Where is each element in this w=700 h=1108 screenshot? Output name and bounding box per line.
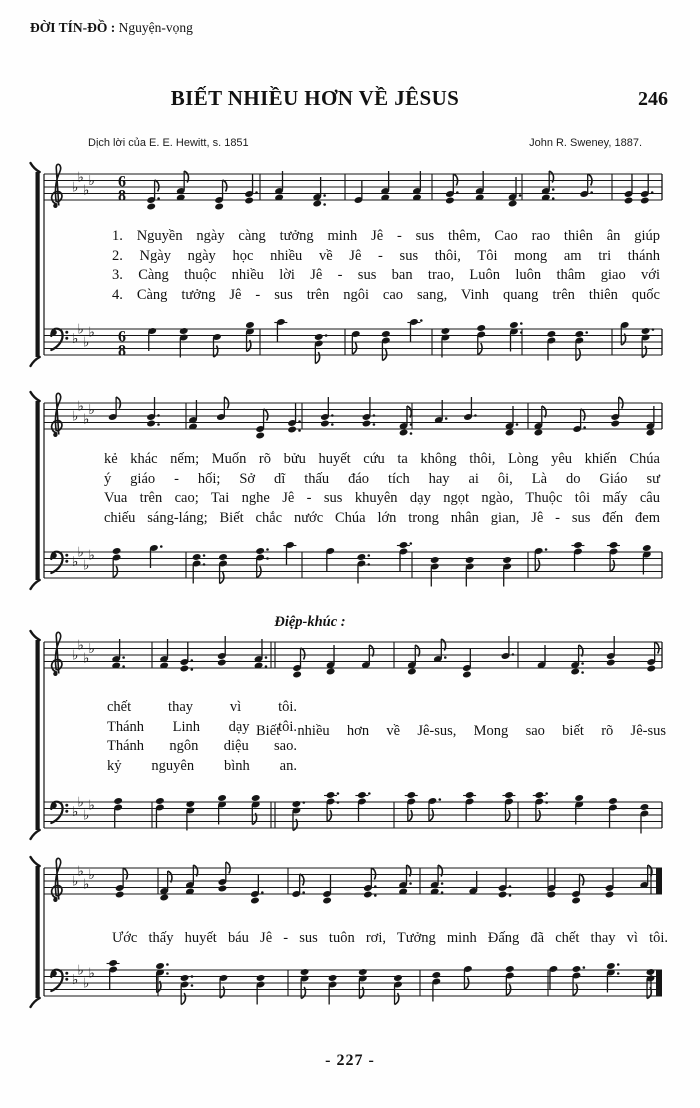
verse-block-2: [104, 450, 660, 528]
section-category: ĐỜI TÍN-ĐỒ :: [30, 20, 116, 35]
system-bracket: [31, 631, 45, 839]
staff-lines: [44, 970, 662, 996]
svg-text:♭: ♭: [72, 331, 79, 348]
svg-text:♭: ♭: [83, 182, 90, 199]
treble-clef-icon: [52, 632, 62, 676]
svg-text:♭: ♭: [77, 794, 84, 811]
verse-line: chiếu sáng-láng; Biết chắc nước Chúa lớn trong nhân gian, Jê - sus đến đem: [104, 509, 660, 526]
svg-text:♭: ♭: [77, 398, 84, 415]
svg-text:♭: ♭: [88, 547, 95, 564]
svg-text:♭: ♭: [72, 554, 79, 571]
hymn-number: 246: [638, 88, 668, 110]
staff-lines: [44, 552, 662, 578]
bass-clef-icon: [51, 970, 68, 991]
svg-text:♭: ♭: [83, 807, 90, 824]
svg-text:♭: ♭: [77, 863, 84, 880]
svg-text:♭: ♭: [83, 557, 90, 574]
verse-line: ý giáo - hối; Sở dĩ thấu đáo tích hay ai ôi, Là do Giáo sư: [104, 470, 660, 487]
svg-text:♭: ♭: [77, 321, 84, 338]
bass-clef-icon: [51, 329, 68, 350]
verse-line: 2. Ngày ngày học nhiều về Jê - sus thôi, Tôi mong am tri thánh: [112, 247, 660, 264]
key-signature-flats: [72, 322, 95, 351]
svg-text:♭: ♭: [72, 408, 79, 425]
verse-line: 1. Nguyền ngày càng tưởng minh Jê - sus thêm, Cao rao thiên ân giúp: [112, 228, 660, 244]
svg-text:♭: ♭: [88, 324, 95, 341]
staff-lines: [44, 642, 662, 668]
treble-clef-icon: [52, 164, 62, 208]
svg-text:♭: ♭: [88, 797, 95, 814]
system-bracket: [31, 857, 45, 1007]
svg-text:♭: ♭: [72, 647, 79, 664]
svg-text:♭: ♭: [72, 873, 79, 890]
system-bracket: [31, 392, 45, 589]
key-signature-flats: [72, 545, 95, 574]
key-signature-flats: [72, 963, 95, 992]
credit-lyricist: Dịch lời của E. E. Hewitt, s. 1851: [88, 137, 249, 149]
svg-text:♭: ♭: [88, 402, 95, 419]
staff-lines: [44, 802, 662, 828]
svg-text:♭: ♭: [83, 334, 90, 351]
section-subcategory: Nguyện-vọng: [118, 20, 193, 35]
chorus-label: Điệp-khúc :: [274, 614, 346, 630]
time-signature: [118, 329, 126, 360]
verse-line: Vua trên cao; Tai nghe Jê - sus khuyên dạy ngọt ngào, Thuộc tôi mấy câu: [104, 490, 660, 506]
svg-text:♭: ♭: [77, 962, 84, 979]
svg-text:♭: ♭: [83, 876, 90, 893]
svg-text:♭: ♭: [88, 867, 95, 884]
treble-clef-icon: [52, 858, 62, 902]
bass-clef-icon: [51, 552, 68, 573]
staff-lines: [44, 174, 662, 200]
system-bracket: [31, 163, 45, 366]
ending-line: chết thay vì tôi.: [107, 699, 297, 715]
hymn-title: BIẾT NHIỀU HƠN VỀ JÊSUS: [170, 86, 460, 110]
svg-text:♭: ♭: [77, 544, 84, 561]
svg-text:♭: ♭: [77, 637, 84, 654]
svg-text:♭: ♭: [72, 972, 79, 989]
svg-text:♭: ♭: [72, 179, 79, 196]
svg-text:♭: ♭: [77, 169, 84, 186]
svg-text:♭: ♭: [72, 804, 79, 821]
bass-clef-icon: [51, 802, 68, 823]
credit-composer: John R. Sweney, 1887.: [529, 137, 642, 149]
svg-text:8: 8: [118, 187, 126, 205]
svg-text:♭: ♭: [83, 975, 90, 992]
verse-line: kẻ khác nếm; Muốn rõ bửu huyết cứu ta không thôi, Lòng yêu khiến Chúa: [104, 451, 660, 467]
staff-lines: [44, 403, 662, 429]
verse-line: 4. Càng tưởng Jê - sus trên ngôi cao sang, Vinh quang trên thiên quốc: [112, 286, 660, 303]
page-header: [30, 20, 193, 36]
svg-text:♭: ♭: [83, 650, 90, 667]
treble-clef-icon: [52, 393, 62, 437]
svg-text:6: 6: [118, 173, 126, 191]
page-number: - 227 -: [325, 1052, 375, 1069]
verse-line: 3. Càng thuộc nhiều lời Jê - sus ban trao, Luôn luôn thâm giao với: [112, 267, 660, 283]
ending-line: Thánh ngôn diệu sao.: [107, 738, 297, 754]
time-signature: [118, 174, 126, 205]
svg-text:♭: ♭: [88, 173, 95, 190]
staff-lines: [44, 868, 662, 894]
ending-line: Thánh Linh dạy tôi.: [107, 718, 297, 735]
svg-text:8: 8: [118, 342, 126, 360]
verse-block-1: [112, 227, 660, 305]
svg-text:♭: ♭: [83, 411, 90, 428]
final-lyric-line: Ước thấy huyết báu Jê - sus tuôn rơi, Tưởng minh Đấng đã chết thay vì tôi.: [112, 930, 668, 946]
svg-text:♭: ♭: [88, 641, 95, 658]
svg-text:♭: ♭: [88, 965, 95, 982]
svg-text:6: 6: [118, 328, 126, 346]
chorus-line: Biết nhiều hơn về Jê-sus, Mong sao biết rõ Jê-sus: [256, 723, 666, 739]
key-signature-flats: [72, 795, 95, 824]
ending-line: kỷ nguyên bình an.: [107, 757, 297, 774]
